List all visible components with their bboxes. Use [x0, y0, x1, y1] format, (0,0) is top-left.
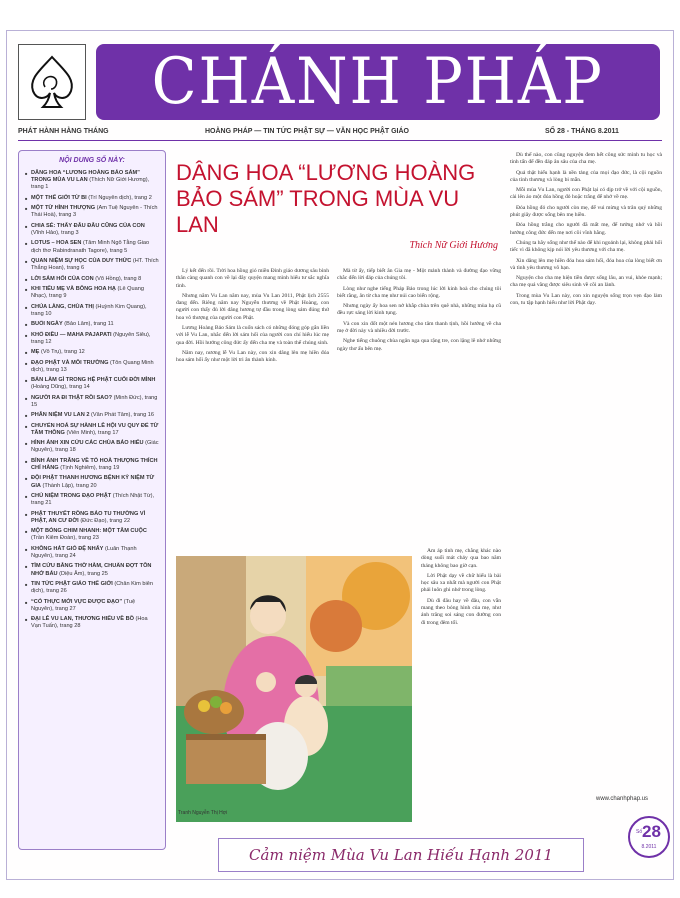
article-paragraph: Nghe tiếng chuông chùa ngân nga qua rặng tre, con lặng lẽ nhớ những ngày thơ ấu bên mẹ. — [337, 338, 501, 352]
toc-item-title: PHÂN NIỆM VU LAN 2 — [31, 412, 90, 419]
issue-badge-number: 28 — [642, 822, 661, 841]
toc-item[interactable] — [25, 258, 159, 272]
toc-item-note: (Diệu Âm), trang 25 — [59, 570, 108, 577]
toc-item[interactable] — [25, 511, 159, 525]
toc-item-note: (Vân Phát Tâm), trang 16 — [91, 412, 155, 419]
toc-item-note: (Lê Quang Nhạc), trang 9 — [31, 285, 144, 300]
toc-item-note: (Đức Đạo), trang 22 — [80, 517, 131, 524]
toc-item[interactable] — [25, 475, 159, 489]
subheader-left: PHÁT HÀNH HẰNG THÁNG — [18, 128, 109, 135]
toc-item-note: (Tôn Quang Minh dịch), trang 13 — [31, 359, 154, 373]
toc-item[interactable] — [25, 240, 159, 254]
toc-item-title: PHẬT THUYẾT RỒNG BÁO TU THƯỜNG VÌ PHẬT, AN CƯ ĐỜI — [31, 510, 146, 524]
toc-item-title: MỘT BÓNG CHIM NHANH: MỘT TÂM CUỘC — [31, 528, 147, 535]
toc-item[interactable] — [25, 599, 159, 613]
toc-item-title: “CÓ THỰC MỚI VỰC ĐƯỢC ĐẠO” — [31, 598, 123, 605]
article-column-2-continued — [421, 548, 501, 780]
toc-item[interactable] — [25, 395, 159, 409]
toc-item-title: DÂNG HOA “LƯƠNG HOÀNG BẢO SÁM” TRONG MÙA VU LAN — [31, 170, 140, 184]
article-title: DÂNG HOA “LƯƠNG HOÀNG BẢO SÁM” TRONG MÙA VU LAN — [176, 160, 476, 237]
toc-item-note: (Trần Kiêm Đoàn), trang 23 — [31, 535, 99, 542]
article-paragraph: Lời Phật dạy về chữ hiếu là bài học sâu xa nhất mà người con Phật phải luôn ghi nhớ trong lòng. — [421, 572, 501, 594]
article-paragraph: Lý kết đến rồi. Trời hoa hồng gió miền Đình giáo dương sâu bình thân càng quanh con về lại đây quyện mang mình hiếu tư sắc nghĩa tình. — [176, 268, 329, 289]
toc-item-note: (Tâm Minh Ngô Tằng Giao dịch thơ Rabindranath Tagore), trang 5 — [31, 240, 150, 254]
toc-item-title: BỈNH ÁNH TRĂNG VỀ TỎ HOÀ THƯỢNG THÍCH CHÍ HÀNG — [31, 457, 158, 472]
toc-item-title: KHỔ ĐIỀU — MAHA PAJAPATI — [31, 331, 112, 338]
toc-item-title: TIN TỨC PHẬT GIÁO THẾ GIỚI — [31, 581, 113, 588]
toc-item-note: (HT. Thích Thắng Hoan), trang 6 — [31, 257, 159, 272]
article-paragraph: Nhưng năm Vu Lan năm nay, mùa Vu Lan 2011, Phật lịch 2555 đang đến. Riêng năm nay Nguyễn thương về Phật Hoàng, con người con thấy đủ lời dâng hương tự đầu trong lòng sám đúng thứ hoa vô thượng của người con Phật. — [176, 292, 329, 321]
toc-item-note: (Minh Đức), trang 15 — [31, 394, 158, 408]
toc-item-title: BẢN LÀM GÌ TRONG HỆ PHẬT CUỐI ĐỜI MÌNH — [31, 377, 156, 384]
article-paragraph: Dù đi đâu hay về đâu, con vẫn mang theo bóng hình của mẹ, như ánh trăng soi sáng con đường con đi trong đêm tối. — [421, 597, 501, 626]
toc-item-note: (Huỳnh Kim Quang), trang 10 — [31, 303, 147, 317]
article-paragraph: Mỗi mùa Vu Lan, người con Phật lại có dịp trở về với cội nguồn, cài lên áo một đóa hồng đỏ hoặc trắng để nhớ về mẹ. — [510, 187, 662, 201]
toc-item[interactable] — [25, 563, 159, 577]
toc-item-title: KHÔNG HÁT GIÓ ĐỆ NHẤY — [31, 545, 104, 552]
toc-item-title: ĐẠO PHẬT VÀ MÔI TRƯỜNG — [31, 359, 109, 366]
toc-item[interactable] — [25, 546, 159, 560]
toc-item-title: LOTUS – HOA SEN — [31, 240, 82, 247]
toc-item[interactable] — [25, 412, 159, 419]
toc-item-title: QUAN NIỆM SỰ HỌC CỦA DUY THỨC — [31, 257, 132, 264]
painting-credit: Tranh Nguyễn Thị Hợi — [178, 810, 228, 816]
toc-item[interactable] — [25, 360, 159, 374]
toc-item[interactable] — [25, 616, 159, 630]
toc-item[interactable] — [25, 493, 159, 507]
article-paragraph: Đóa hồng đỏ cho người còn mẹ, để vui mừng và trân quý những phút giây được sống bên mẹ hiền. — [510, 204, 662, 219]
toc-item-note: (Trí Nguyên dịch), trang 2 — [88, 194, 152, 201]
article-author: Thích Nữ Giới Hương — [409, 240, 498, 251]
toc-item-title: HÌNH ẢNH XIN CỨU CÁC CHÙA BÁO HIẾU — [31, 440, 144, 447]
toc-item-title: MẸ — [31, 349, 40, 356]
issue-badge — [628, 816, 670, 858]
toc-item-title: MỘT THẾ GIỚI TỪ BI — [31, 194, 87, 201]
toc-item[interactable] — [25, 377, 159, 391]
toc-item-title: CHỦ NIỆM TRONG ĐẠO PHẬT — [31, 493, 112, 500]
toc-item[interactable] — [25, 170, 159, 192]
toc-item-note: (Võ Hồng), trang 8 — [95, 275, 142, 282]
article-paragraph: Năm nay, nương lễ Vu Lan này, con xin dâng lên mẹ hiền đóa hoa sám hối ấy như một lời tri ân thành kính. — [176, 349, 329, 364]
article-paragraph: Mà từ ấy, tiếp biết ân Gia mẹ - Một mảnh thành và đường đạo vững chắc đến lời đáp của chúng tôi. — [337, 268, 501, 282]
toc-item-title: ĐỘI PHẬT THANH HƯƠNG BỆNH KỶ NIỆM TỪ GIA — [31, 475, 155, 489]
toc-item[interactable] — [25, 581, 159, 595]
article-paragraph: Lòng như nghe tiếng Pháp Bảo trong lúc lời kinh hoà cho chúng tôi biết rằng, ân từ cha mẹ như núi cao biển rộng. — [337, 285, 501, 299]
toc-item[interactable] — [25, 304, 159, 318]
toc-item-title: CHIA SẺ: THẤY ĐÂU ĐÂU CŨNG CỦA CON — [31, 222, 145, 229]
article-paragraph: Quả thật hiếu hạnh là nền tảng của mọi đạo đức, là cội nguồn của tình thương và lòng bi mẫn. — [510, 169, 662, 183]
toc-item[interactable] — [25, 205, 159, 219]
toc-item[interactable] — [25, 440, 159, 454]
article-paragraph: Chúng ta hãy sống như thế nào để khi ngoảnh lại, không phải hối tiếc vì đã không kịp nói lời yêu thương với cha mẹ. — [510, 239, 662, 254]
toc-item-note: (Giác Nguyên), trang 18 — [31, 440, 159, 454]
toc-item-title: BUỔI NGÀY — [31, 321, 63, 328]
article-paragraph: Lương Hoàng Bảo Sám là cuốn sách có những đóng góp gắn liền với lễ Vu Lan, nhắc đến lời sám hối của người con chí hiếu lúc mẹ qua đời. Hồi hướng công đức ấy đến cha mẹ và toàn thể chúng sinh. — [176, 325, 329, 346]
toc-item-title: ĐẠI LỄ VU LAN, THƯƠNG HIẾU VỀ BỒ — [31, 616, 134, 623]
article-paragraph: Trong mùa Vu Lan này, con xin nguyện sống trọn vẹn đạo làm con, tu tập hạnh hiếu như lời Phật dạy. — [510, 292, 662, 307]
toc-item-title: KHI TIẾU MẸ VÀ BÔNG HOA HẠ — [31, 285, 116, 292]
footer-banner-text: Cảm niệm Mùa Vu Lan Hiếu Hạnh 2011 — [249, 846, 553, 864]
toc-item-title: LỜI SÁM HỐI CỦA CON — [31, 275, 94, 282]
toc-item-title: MỘT TỪ HÌNH THƯỢNG — [31, 205, 96, 212]
masthead-title: CHÁNH PHÁP — [151, 45, 605, 119]
toc-item-title: TÌM CỬU BẰNG THỜ HÀM, CHUẨN ĐỢT TÔN NHỚ BÁU — [31, 563, 152, 577]
article-paragraph: Ấm áp tình mẹ, chẳng khác nào dòng suối mát chảy qua bao năm tháng không bao giờ cạn. — [421, 548, 501, 569]
toc-item-note: (Viên Minh), trang 17 — [66, 429, 119, 436]
toc-item[interactable] — [25, 423, 159, 437]
toc-item[interactable] — [25, 349, 159, 356]
logo — [18, 44, 86, 120]
footer-banner — [218, 838, 584, 872]
toc-item-note: (Tuệ Nguyên), trang 27 — [31, 598, 136, 612]
lotus-spade-logo-icon — [27, 53, 77, 111]
mother-and-children-painting — [176, 556, 412, 822]
article-column-3 — [510, 152, 662, 782]
issue-badge-date: 8.2011 — [641, 844, 657, 850]
subheader-center: HOẰNG PHÁP — TIN TỨC PHẬT SỰ — VĂN HỌC PHẬT GIÁO — [205, 128, 409, 135]
toc-item-note: (Hoàng Dũng), trang 14 — [31, 384, 90, 391]
toc-item-note: (Vĩnh Hảo), trang 3 — [31, 229, 79, 236]
article-paragraph: Nguyện cho cha mẹ hiện tiền được sống lâu, an vui, khỏe mạnh; cha mẹ quá vãng được siêu sinh về cõi an lành. — [510, 275, 662, 289]
toc-item-note: (Luân Thạnh Nguyên), trang 24 — [31, 545, 137, 560]
issue-badge-label: Số — [636, 829, 643, 835]
article-paragraph: Đóa hồng trắng cho người đã mất mẹ, để tưởng nhớ và hồi hướng công đức đến mẹ nơi cõi vĩnh hằng. — [510, 222, 662, 236]
toc-item-note: (Thành Lập), trang 20 — [42, 482, 97, 489]
article-column-1 — [176, 268, 329, 546]
toc-item[interactable] — [25, 195, 159, 202]
toc-item[interactable] — [25, 528, 159, 542]
toc-item[interactable] — [25, 223, 159, 237]
article-paragraph: Dù thế nào, con cũng nguyện đem hết công sức mình tu học và tinh tấn để đền đáp ân sâu của cha mẹ. — [510, 152, 662, 166]
article-paragraph: Và con xin đốt một nén hương cho tâm thanh tịnh, hồi hướng về cha mẹ ở đời này và nhiều đời trước. — [337, 320, 501, 335]
toc-list — [25, 170, 159, 631]
table-of-contents — [18, 150, 166, 850]
toc-item-note: (Bảo Lâm), trang 11 — [64, 321, 114, 328]
painting-illustration — [176, 556, 412, 822]
toc-item-note: (Hoa Vạn Tuấn), trang 28 — [31, 616, 148, 630]
toc-item[interactable] — [25, 332, 159, 346]
toc-heading: NỘI DUNG SỐ NÀY: — [59, 157, 125, 164]
toc-item-title: CHUYỂN HOÁ SỰ HÀNH LỄ HỘI VU QUY ĐỂ TỪ TÂM THÔNG — [31, 422, 159, 436]
toc-item-title: NGƯỜI RA ĐI THẬT RỒI SAO? — [31, 394, 112, 401]
subheader-issue: SỐ 28 - THÁNG 8.2011 — [545, 128, 619, 135]
toc-item-note: (Vô Trụ), trang 12 — [40, 349, 85, 356]
toc-item-note: (Chân Kim biên dịch), trang 26 — [31, 581, 153, 595]
toc-item-note: (Thích Nữ Giới Hương), trang 1 — [31, 177, 150, 191]
masthead — [96, 44, 660, 120]
toc-item-title: CHÚA LÀNG, CHÙA THỊ — [31, 303, 94, 310]
toc-item[interactable] — [25, 458, 159, 472]
toc-item[interactable] — [25, 321, 159, 328]
toc-item-note: (Am Tuệ Nguyên - Thích Thái Hoà), trang 3 — [31, 205, 158, 219]
divider — [18, 140, 662, 141]
toc-item-note: (Tịnh Nghiêm), trang 19 — [60, 465, 120, 472]
toc-item[interactable] — [25, 286, 159, 300]
toc-item[interactable] — [25, 276, 159, 283]
article-paragraph: Xin dâng lên mẹ hiền đóa hoa sám hối, đóa hoa của lòng biết ơn và tình yêu thương vô hạn. — [510, 257, 662, 271]
article-paragraph: Nhưng ngày ấy hoa sen nở khắp chùa trên quê nhà, những mùa hạ cũ đều rực sáng lời kinh tụng. — [337, 303, 501, 317]
article-column-2 — [337, 268, 501, 546]
website-url: www.chanhphap.us — [596, 796, 649, 802]
toc-item-note: (Nguyên Siêu), trang 12 — [31, 331, 151, 345]
toc-item-note: (Thích Nhật Từ), trang 21 — [31, 493, 155, 507]
